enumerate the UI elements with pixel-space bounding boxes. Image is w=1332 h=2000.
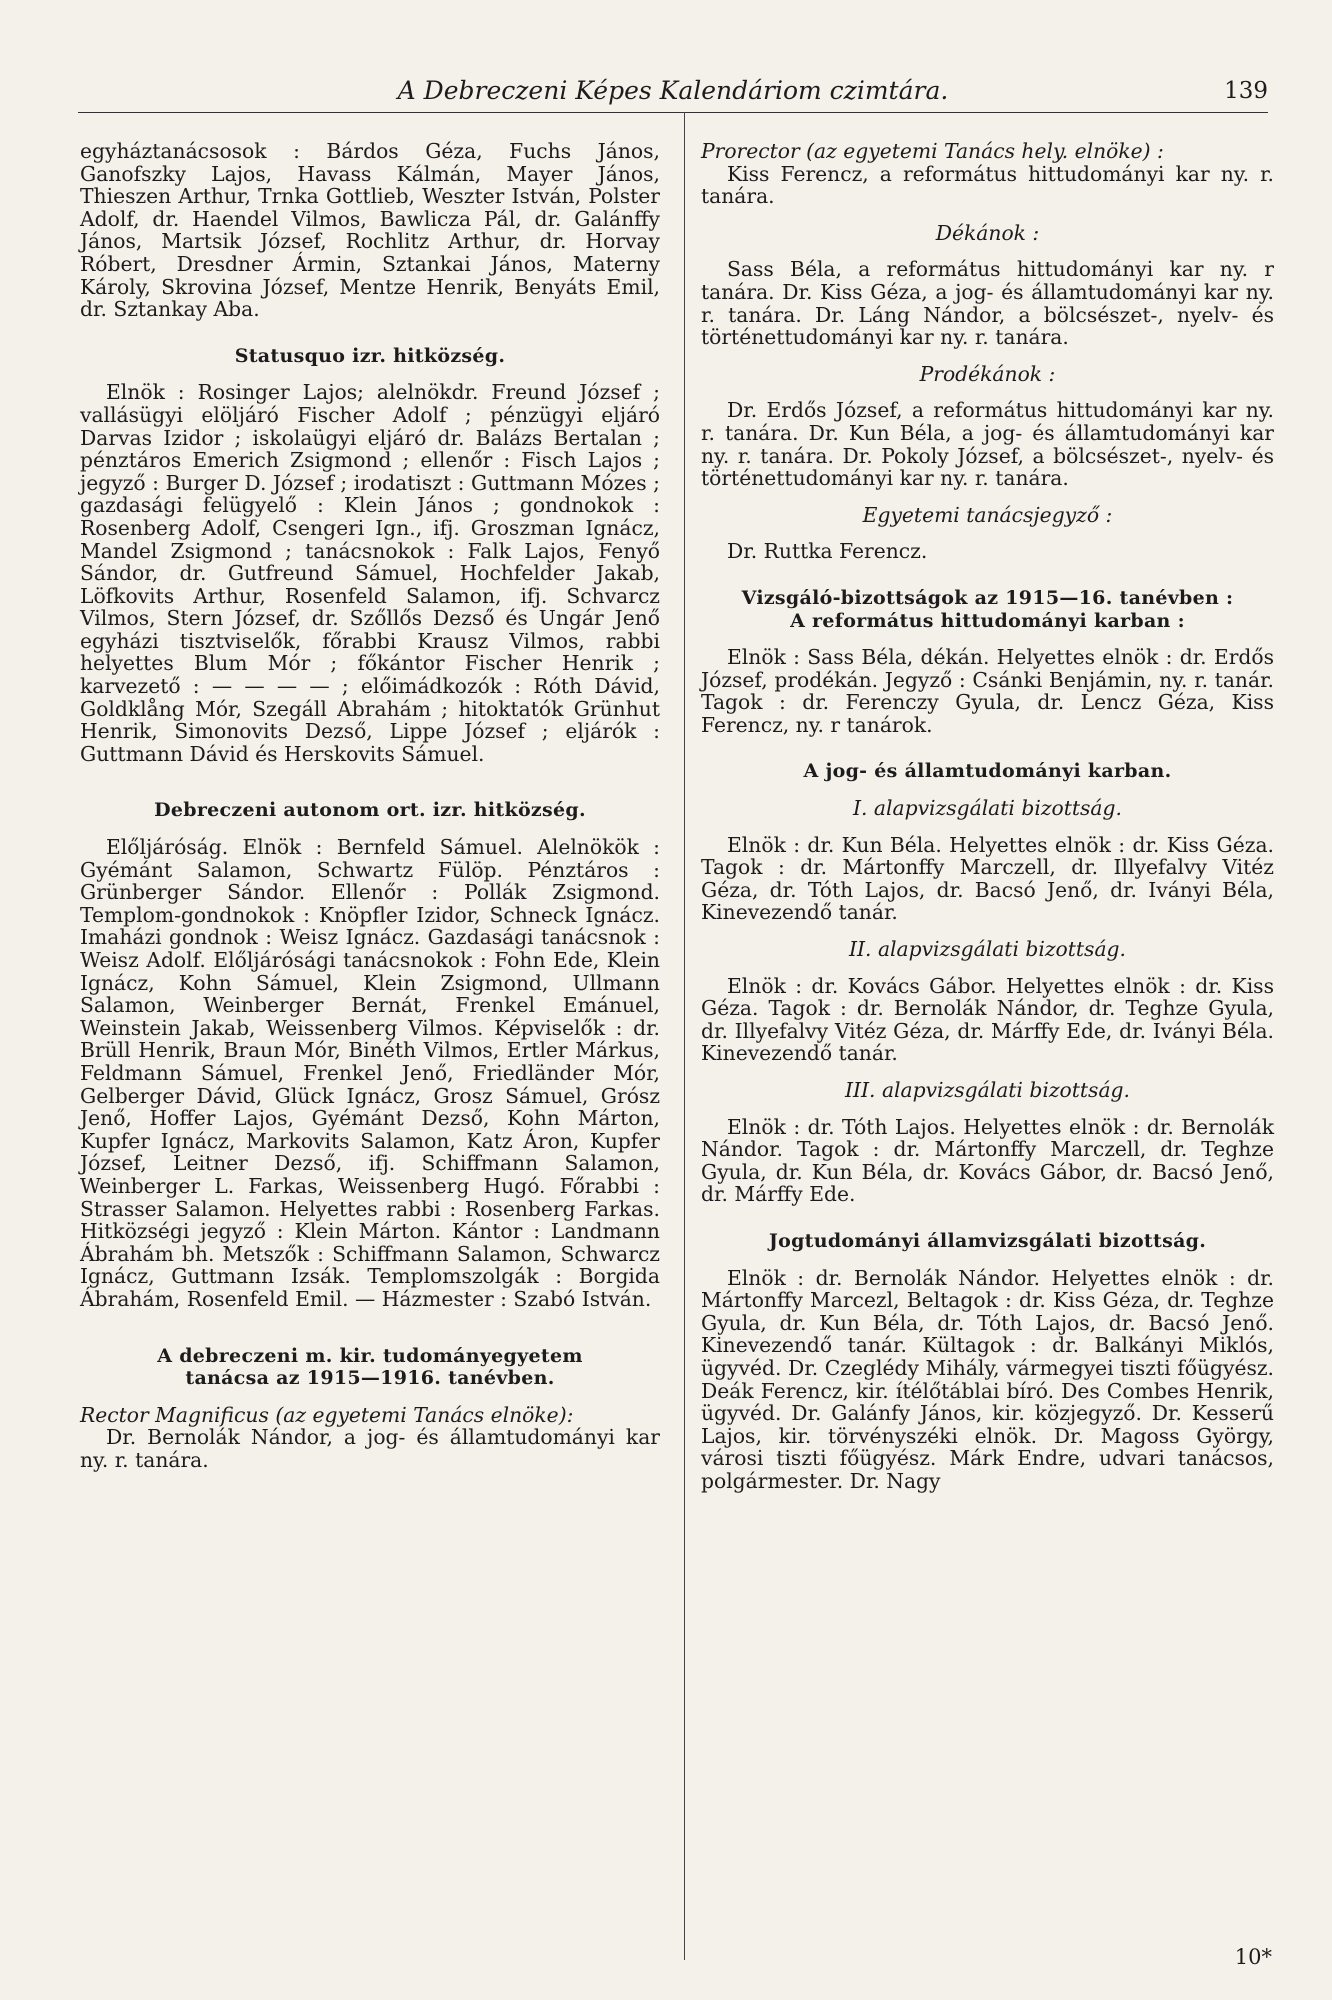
heading-exam-committees: Vizsgáló-bizottságok az 1915—16. tanévben :: [741, 586, 1234, 609]
rector-entry: Dr. Bernolák Nándor, a jog- és államtudományi kar ny. r. tanára.: [80, 1425, 660, 1472]
paragraph-committee-1: Elnök : dr. Kun Béla. Helyettes elnök : dr. Kiss Géza. Tagok : dr. Mártonffy Marczell, dr. Illyefalvy Vitéz Géza, dr. Tóth Lajos, dr. Bacsó Jenő, dr. Iványi Béla, Kinevezendő tanár.: [701, 832, 1274, 925]
heading-committee-3: III. alapvizsgálati bizottság.: [845, 1078, 1130, 1102]
paragraph-council-secretary: Dr. Ruttka Ferencz.: [727, 539, 928, 564]
paragraph-statusquo: Elnök : Rosinger Lajos; alelnökdr. Freund József ; vallásügyi elöljáró Fischer Adolf ; pénzügyi eljáró Darvas Izidor ; iskolaügyi eljáró dr. Balázs Bertalan ; pénztáros Emerich Zsigmond ; ellenőr : Fisch Lajos ; jegyző : Burger D. József ; irodatiszt : Guttmann Mózes ; gazdasági felügyelő : Klein János ; gondnokok : Rosenberg Adolf, Csengeri Ign., ifj. Groszman Ignácz, Mandel Zsigmond ; tanácsnokok : Falk Lajos, Fenyő Sándor, dr. Gutfreund Sámuel, Hochfelder Jakab, Löfkovits Arthur, Rosenfeld Salamon, ifj. Schvarcz Vilmos, Stern József, dr. Szőllős Dezső és Ungár Jenő egyházi tisztviselők, főrabbi Krausz Vilmos, rabbi helyettes Blum Mór ; főkántor Fischer Henrik ; karvezető : — — — — ; előimádkozók : Róth Dávid, Goldklång Mór, Szegáll Abrahám ; hitoktatók Grünhut Henrik, Simonovits Dezső, Lippe József ; eljárók : Guttmann Dávid és Herskovits Sámuel.: [80, 380, 660, 766]
paragraph-committee-2: Elnök : dr. Kovács Gábor. Helyettes elnök : dr. Kiss Géza. Tagok : dr. Bernolák Nándor, dr. Teghze Gyula, dr. Illyefalvy Vitéz Géza, dr. Márffy Ede, dr. Iványi Béla. Kinevezendő tanár.: [701, 973, 1274, 1066]
heading-council-secretary: Egyetemi tanácsjegyző :: [862, 502, 1113, 527]
paragraph-deans: Sass Béla, a református hittudományi kar ny. r tanára. Dr. Kiss Géza, a jog- és államtudományi kar ny. r. tanára. Dr. Láng Nándor, a bölcsészet-, nyelv- és történettudományi kar ny. r. tanára.: [701, 257, 1274, 350]
prorector-entry: Kiss Ferencz, a református hittudományi kar ny. r. tanára.: [701, 161, 1274, 209]
page-number: 139: [1224, 78, 1268, 104]
heading-committee-1: I. alapvizsgálati bizottság.: [853, 796, 1122, 821]
paragraph-church-councillors: egyháztanácsosok : Bárdos Géza, Fuchs János, Ganofszky Lajos, Havass Kálmán, Mayer János, Thieszen Arthur, Trnka Gottlieb, Weszter István, Polster Adolf, dr. Haendel Vilmos, Bawlicza Pál, dr. Galánffy János, Martsik József, Rochlitz Arthur, dr. Horvay Róbert, Dresdner Ármin, Sztankai János, Materny Károly, Skrovina József, Mentze Henrik, Benyáts Emil, dr. Sztankay Aba.: [80, 139, 660, 322]
heading-prodeans: Prodékánok :: [919, 361, 1056, 386]
paragraph-prodeans: Dr. Erdős József, a református hittudományi kar ny. r. tanára. Dr. Kun Béla, a jog- és államtudományi kar ny. r. tanára. Dr. Pokoly József, a bölcsészet-, nyelv- és történettudományi kar ny. r. tanára.: [701, 398, 1274, 491]
heading-statusquo: Statusquo izr. hitközség.: [234, 344, 506, 367]
paragraph-reformed-faculty: Elnök : Sass Béla, dékán. Helyettes elnök : dr. Erdős József, prodékán. Jegyző : Csánki Benjámin, ny. r. tanár. Tagok : dr. Ferenczy Gyula, dr. Lencz Géza, Kiss Ferencz, ny. r tanárok.: [701, 645, 1274, 737]
paragraph-committee-3: Elnök : dr. Tóth Lajos. Helyettes elnök : dr. Bernolák Nándor. Tagok : dr. Mártonffy Marczell, dr. Teghze Gyula, dr. Kun Béla, dr. Kovács Gábor, dr. Bacsó Jenő, dr. Márffy Ede.: [701, 1114, 1274, 1207]
prorector-title: Prorector (az egyetemi Tanács hely. elnöke) :: [701, 139, 1164, 163]
paragraph-state-exam: Elnök : dr. Bernolák Nándor. Helyettes elnök : dr. Mártonffy Marcezl, Beltagok : dr. Kiss Géza, dr. Teghze Gyula, dr. Kun Béla, dr. Tóth Lajos, dr. Bacsó Jenő. Kinevezendő tanár. Kültagok : dr. Balkányi Miklós, ügyvéd. Dr. Czeglédy Mihály, vármegyei tiszti főügyész. Deák Ferencz, kir. ítélőtáblai bíró. Des Combes Henrik, ügyvéd. Dr. Galánfy János, kir. közjegyző. Dr. Kesserű Lajos, kir. törvényszéki elnök. Dr. Magoss György, városi tiszti főügyész. Márk Endre, udvari tanácsos, polgármester. Dr. Nagy: [701, 1265, 1274, 1493]
left-column: [80, 140, 660, 1471]
heading-state-exam: Jogtudományi államvizsgálati bizottság.: [768, 1229, 1207, 1252]
right-column: [701, 140, 1274, 1493]
heading-university-council-2: tanácsa az 1915—1916. tanévben.: [185, 1367, 555, 1390]
heading-university-council-1: A debreczeni m. kir. tudományegyetem: [157, 1344, 583, 1367]
paragraph-orthodox: Előljáróság. Elnök : Bernfeld Sámuel. Alelnökök : Gyémánt Salamon, Schwartz Fülöp. Pénztáros : Grünberger Sándor. Ellenőr : Pollák Zsigmond. Templom-gondnokok : Knöpfler Izidor, Schneck Ignácz. Imaházi gondnok : Weisz Ignácz. Gazdasági tanácsnok : Weisz Adolf. Előljárósági tanácsnokok : Fohn Ede, Klein Ignácz, Kohn Sámuel, Klein Zsigmond, Ullmann Salamon, Weinberger Bernát, Frenkel Emánuel, Weinstein Jakab, Weissenberg Vilmos. Képviselők : dr. Brüll Henrik, Braun Mór, Binéth Vilmos, Ertler Márkus, Feldmann Sámuel, Frenkel Jenő, Friedländer Mór, Gelberger Dávid, Glück Ignácz, Grosz Sámuel, Grósz Jenő, Hoffer Lajos, Gyémánt Dezső, Kohn Márton, Kupfer Ignácz, Markovits Salamon, Katz Áron, Kupfer József, Leitner Dezső, ifj. Schiffmann Salamon, Weinberger L. Farkas, Weissenberg Hugó. Főrabbi : Strasser Salamon. Helyettes rabbi : Rosenberg Farkas. Hitközségi jegyző : Klein Márton. Kántor : Landmann Ábrahám bh. Metszők : Schiffmann Salamon, Schwarcz Ignácz, Guttmann Izsák. Templomszolgák : Borgida Ábrahám, Rosenfeld Emil. — Házmester : Szabó István.: [80, 835, 660, 1311]
heading-committee-2: II. alapvizsgálati bizottság.: [849, 937, 1126, 962]
heading-reformed-faculty: A református hittudományi karban :: [790, 609, 1185, 632]
running-title: A Debreczeni Képes Kalendáriom czimtára.: [397, 76, 949, 105]
column-divider: [684, 112, 685, 1960]
heading-law-faculty: A jog- és államtudományi karban.: [803, 760, 1172, 783]
rector-title: Rector Magnificus (az egyetemi Tanács elnöke):: [80, 1402, 574, 1427]
printer-signature: 10*: [1234, 1945, 1272, 1969]
running-header: [78, 68, 1268, 113]
heading-orthodox: Debreczeni autonom ort. izr. hitközség.: [154, 799, 586, 822]
heading-deans: Dékánok :: [935, 220, 1040, 245]
